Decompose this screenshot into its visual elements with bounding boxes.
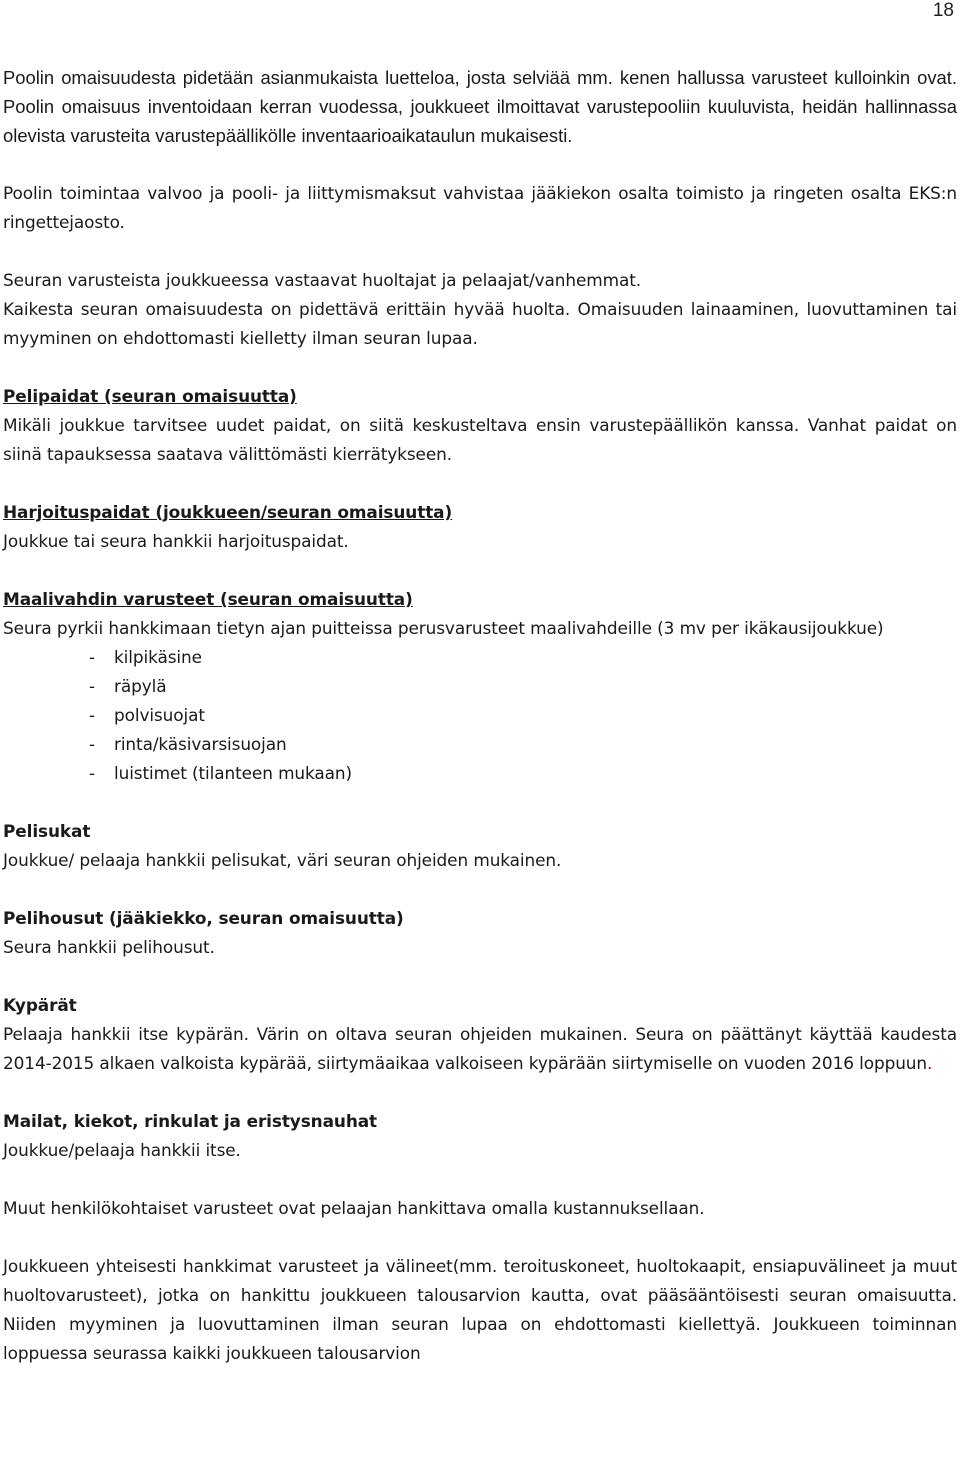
paragraph-personal-equipment: Muut henkilökohtaiset varusteet ovat pelaajan hankittava omalla kustannuksellaan. bbox=[3, 1198, 705, 1218]
heading-kyparat: Kypärät bbox=[3, 995, 77, 1015]
text-pelihousut: Seura hankkii pelihousut. bbox=[3, 937, 215, 957]
list-item: - luistimet (tilanteen mukaan) bbox=[89, 759, 957, 788]
document-body bbox=[3, 63, 957, 1368]
text-kyparat-body: Pelaaja hankkii itse kypärän. Värin on oltava seuran ohjeiden mukainen. Seura on päättänyt käyttää kaudesta 2014-2015 alkaen valkoista kypärää, siirtymäaikaa valkoiseen kypärään siirtymiselle on vuoden 2016 loppuun bbox=[3, 1024, 957, 1073]
text-mailat: Joukkue/pelaaja hankkii itse. bbox=[3, 1140, 241, 1160]
text-pelipaidat: Mikäli joukkue tarvitsee uudet paidat, on siitä keskusteltava ensin varustepäällikön kanssa. Vanhat paidat on siinä tapauksessa saatava välittömästi kierrätykseen. bbox=[3, 415, 957, 464]
paragraph-inventory: Poolin omaisuudesta pidetään asianmukaista luetteloa, josta selviää mm. kenen hallussa varusteet kulloinkin ovat. Poolin omaisuus inventoidaan kerran vuodessa, joukkueet ilmoittavat varustepooliin kuuluvista, heidän hallinnassa olevista varusteita varustepäällikölle inventaarioaikataulun mukaisesti. bbox=[3, 67, 957, 146]
paragraph-team-equipment: Joukkueen yhteisesti hankkimat varusteet ja välineet(mm. teroituskoneet, huoltokaapit, ensiapuvälineet ja muut huoltovarusteet), jotka on hankittu joukkueen talousarvion kautta, ovat pääsääntöisesti seuran omaisuutta. Niiden myyminen ja luovuttaminen ilman seuran lupaa on ehdottomasti kiellettyä. Joukkueen toiminnan loppuessa seurassa kaikki joukkueen talousarvion bbox=[3, 1256, 957, 1363]
heading-mailat: Mailat, kiekot, rinkulat ja eristysnauhat bbox=[3, 1111, 378, 1131]
heading-harjoituspaidat: Harjoituspaidat (joukkueen/seuran omaisuutta) bbox=[3, 502, 453, 522]
heading-pelihousut: Pelihousut (jääkiekko, seuran omaisuutta) bbox=[3, 908, 404, 928]
page-number: 18 bbox=[932, 0, 954, 21]
text-maalivahti: Seura pyrkii hankkimaan tietyn ajan puitteissa perusvarusteet maalivahdeille (3 mv per ikäkausijoukkue) bbox=[3, 618, 884, 638]
paragraph-care: Kaikesta seuran omaisuudesta on pidettävä erittäin hyvää huolta. Omaisuuden lainaaminen, luovuttaminen tai myyminen on ehdottomasti kielletty ilman seuran lupaa. bbox=[3, 299, 957, 348]
text-kyparat bbox=[3, 1020, 957, 1078]
heading-maalivahti: Maalivahdin varusteet (seuran omaisuutta) bbox=[3, 589, 413, 609]
list-item: - polvisuojat bbox=[89, 701, 957, 730]
goalie-equipment-list bbox=[3, 643, 957, 788]
heading-pelisukat: Pelisukat bbox=[3, 821, 91, 841]
text-pelisukat: Joukkue/ pelaaja hankkii pelisukat, väri seuran ohjeiden mukainen. bbox=[3, 850, 562, 870]
paragraph-supervision: Poolin toimintaa valvoo ja pooli- ja liittymismaksut vahvistaa jääkiekon osalta toimisto ja ringeten osalta EKS:n ringettejaosto. bbox=[3, 183, 957, 232]
red-period: . bbox=[927, 1053, 933, 1073]
text-harjoituspaidat: Joukkue tai seura hankkii harjoituspaidat. bbox=[3, 531, 349, 551]
list-item: - rinta/käsivarsisuojan bbox=[89, 730, 957, 759]
list-item: - räpylä bbox=[89, 672, 957, 701]
heading-pelipaidat: Pelipaidat (seuran omaisuutta) bbox=[3, 386, 297, 406]
list-item: - kilpikäsine bbox=[89, 643, 957, 672]
paragraph-responsibility: Seuran varusteista joukkueessa vastaavat huoltajat ja pelaajat/vanhemmat. bbox=[3, 270, 642, 290]
